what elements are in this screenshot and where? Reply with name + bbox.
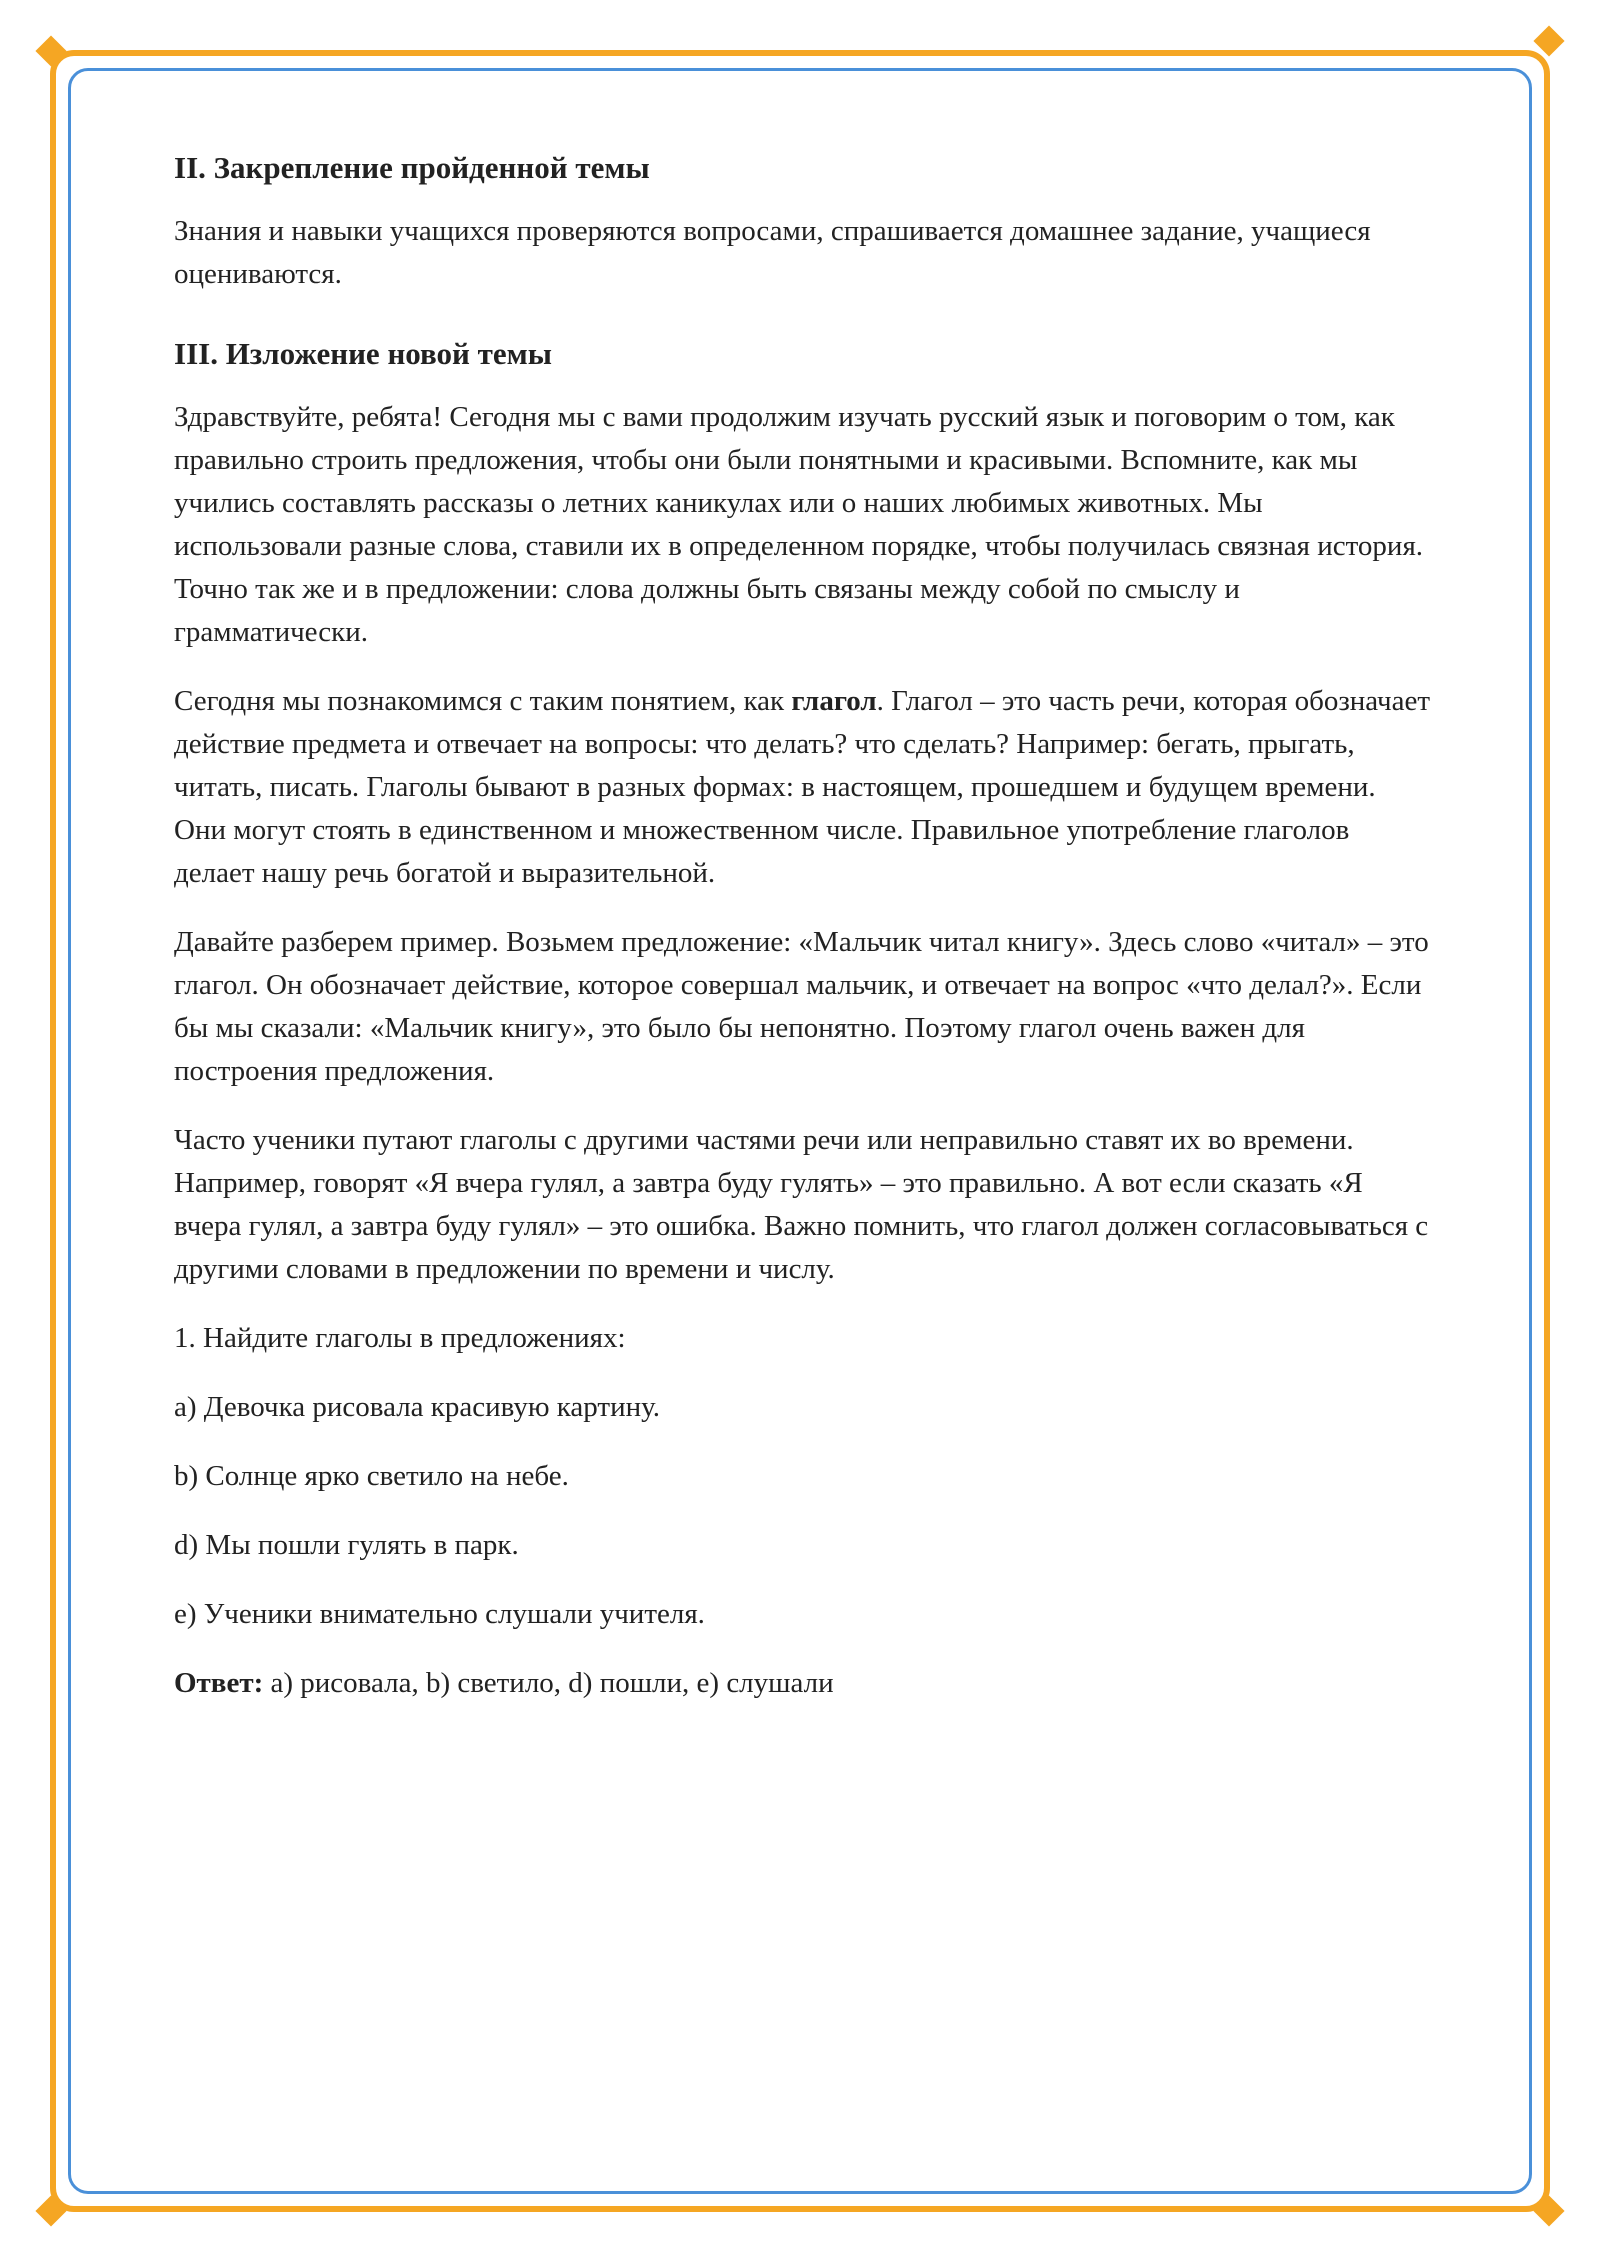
corner-diamond-icon [1533,25,1564,56]
exercise-item: e) Ученики внимательно слушали учителя. [174,1598,705,1630]
term-verb: глагол [791,685,877,717]
exercise-item: b) Солнце ярко светило на небе. [174,1460,569,1492]
paragraph-common-mistakes: Часто ученики путают глаголы с другими частями речи или неправильно ставят их во времени. Например, говорят «Я вчера гулял, а завтра буду гулять» – это правильно. А вот если сказать «Я вчера гулял, а завтра буду гулял» – это ошибка. Важно помнить, что глагол должен согласовываться с другими словами в предложении по времени и числу. [174,1124,1429,1285]
paragraph-verb-definition [174,680,1434,895]
document-body [174,148,1434,1731]
exercise-task: 1. Найдите глаголы в предложениях: [174,1322,626,1354]
answer-text: a) рисовала, b) светило, d) пошли, e) слушали [263,1667,834,1699]
exercise-item: d) Мы пошли гулять в парк. [174,1529,519,1561]
paragraph-verb-definition-start: Сегодня мы познакомимся с таким понятием, как [174,685,792,717]
section-3-heading: III. Изложение новой темы [174,336,552,371]
section-2-heading: II. Закрепление пройденной темы [174,150,650,185]
section-2-text: Знания и навыки учащихся проверяются вопросами, спрашивается домашнее задание, учащиеся оцениваются. [174,215,1371,290]
paragraph-intro: Здравствуйте, ребята! Сегодня мы с вами продолжим изучать русский язык и поговорим о том, как правильно строить предложения, чтобы они были понятными и красивыми. Вспомните, как мы учились составлять рассказы о летних каникулах или о наших любимых животных. Мы использовали разные слова, ставили их в определенном порядке, чтобы получилась связная история. Точно так же и в предложении: слова должны быть связаны между собой по смыслу и грамматически. [174,401,1424,648]
paragraph-example: Давайте разберем пример. Возьмем предложение: «Мальчик читал книгу». Здесь слово «читал» – это глагол. Он обозначает действие, которое совершал мальчик, и отвечает на вопрос «что делал?». Если бы мы сказали: «Мальчик книгу», это было бы непонятно. Поэтому глагол очень важен для построения предложения. [174,926,1429,1087]
answer-label: Ответ: [174,1667,264,1699]
paragraph-verb-definition-rest: . Глагол – это часть речи, которая обозначает действие предмета и отвечает на вопросы: что делать? что сделать? Например: бегать, прыгать, читать, писать. Глаголы бывают в разных формах: в настоящем, прошедшем и будущем времени. Они могут стоять в единственном и множественном числе. Правильное употребление глаголов делает нашу речь богатой и выразительной. [174,685,1431,889]
exercise-answer [174,1662,1434,1705]
exercise-item: a) Девочка рисовала красивую картину. [174,1391,660,1423]
